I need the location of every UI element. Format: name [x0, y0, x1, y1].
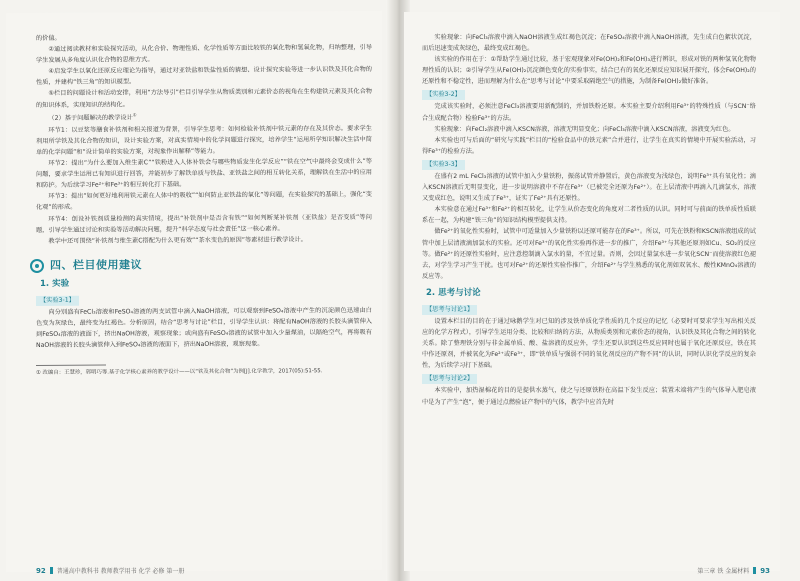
left-footer: [36, 566, 184, 575]
footnote-rule: [36, 365, 106, 366]
text-paragraph: 教学中还可围绕“补铁剂与维生素C搭配为什么更有效”“茶水变色的原因”等素材进行教学设计。: [48, 235, 307, 245]
text-paragraph: 环节1：以豆浆等膳食补铁剂和相关报道为背景，引导学生思考：如何检验补铁剂中铁元素的存在及其价态。要求学生利用所学铁及其化合物的知识，设计实验方案，对真实情境中的化学问题进行探究，培养学生“运用所学知识解决生活中简单的化学问题”和“设计简单的实验方案，对现象作出解释”等能力。: [36, 124, 372, 156]
text-paragraph: ②通过阅读教材和实验探究活动，从化合价、物理性质、化学性质等方面比较铁的氧化物和氢氧化物，归纳整理，引导学生发展从多角度认识化合物的思维方式。: [36, 44, 372, 65]
text-paragraph: 环节2：提出“为什么要加入维生素C”“铁粉进入人体补铁会与哪些物质发生化学反应”“铁在空气中最终会变成什么”等问题，要求学生运用已有知识进行回答，并能初步了解铁单质与铁盐、亚铁盐之间的相互转化关系，理解铁在生活中的应用和防护。为后续学习Fe²⁺和Fe³⁺的相互转化打下基础。: [36, 157, 372, 190]
text-paragraph: 本实验中，加热湿棉花的目的是提供水蒸气，使之与还原铁粉在高温下发生反应；装置末端将产生的气体导入肥皂液中是为了产生“泡”，便于通过点燃验证产物中的气体，教学中应首先时: [422, 387, 756, 406]
text-paragraph: 实验现象：向FeCl₃溶液中滴入NaOH溶液生成红褐色沉淀；在FeSO₄溶液中滴入NaOH溶液，先生成白色絮状沉淀，而后迅速变成灰绿色，最终变成红褐色。: [422, 34, 756, 53]
footer-bar-icon: [753, 567, 756, 574]
text-paragraph: 设置本栏目的目的在于通过咏鹅学生对已知的涉及铁单质化学性质的几个反应的记忆（必要时可要求学生写出相关反应的化学方程式），引导学生运用分类、比较和归纳的方法，从物质类别和元素价态的视角，认识铁及其化合物之间的转化关系。除了整理铁分别与非金属单质、酸、盐溶液的反应外，学生还要认识到这些反应同时也属于氧化还原反应，铁在其中作还原剂，并被氧化为Fe²⁺或Fe³⁺，即“铁单质与强弱不同的氧化剂反应的产物不同”的认识，同时认识化学反应的复杂性，为后续学习打下基础。: [422, 317, 756, 370]
experiment-tag: 【实验3-1】: [36, 296, 79, 306]
text-paragraph: 实验现象：向FeCl₂溶液中滴入KSCN溶液，溶液无明显变化；向FeCl₃溶液中滴入KSCN溶液，溶液变为红色。: [434, 125, 735, 133]
right-footer: [697, 566, 770, 575]
text-paragraph: ④启发学生以氧化还原反应理论为指导，通过对亚铁盐和铁盐性质的猜想、设计探究实验等进一步认识铁及其化合物的性质，并建构“铁三角”的知识模型。: [36, 66, 372, 87]
footnote: ① 改编自：王慧珍，郭明巧等.基于化学核心素养的教学设计——以“铁及其化合物”为例[J].化学教学，2017(05):51-55.: [36, 368, 323, 377]
text-paragraph: 做Fe²⁺的氧化性实验时，试管中可适量加入少量铁粉以还原可能存在的Fe³⁺。所以，可先在铁粉和KSCN溶液组成的试管中加上层清液滴加氯水的实验。还可对Fe³⁺的氧化性实验再作进一步的推广，介绍Fe³⁺与其他还原剂如Cu、SO₂的反应等。做Fe²⁺的还原性实验时，应注意控制滴入氯水的量，不宜过量。否则，会因过量氯水进一步氧化SCN⁻而使溶液红色褪去，对学生学习产生干扰。也可对Fe²⁺的还原性实验作推广，介绍Fe²⁺与学生熟悉的氧化剂如双氧水、酸性KMnO₄溶液的反应等。: [422, 228, 756, 280]
section-bullet-icon: [30, 259, 44, 273]
text-paragraph: ⑤栏目的问题设计和活动安排，利用“方法导引”栏目引导学生从物质类别和元素价态的视角在生构建铁元素及其化合物的知识体系，实现知识的结构化。: [36, 88, 372, 109]
text-paragraph: 本实验也可与后面的“研究与实践”栏目的“检验食品中的铁元素”合并进行，让学生在真实的情境中开展实验活动，习得Fe³⁺的检验方法。: [422, 136, 756, 155]
experiment-tag: 【实验3-2】: [422, 90, 465, 100]
text-line: 的价值。: [36, 34, 61, 42]
text-paragraph: 环节4：创设补铁剂质量检测的真实情境，提出“补铁剂中是否含有铁”“如何判断某补铁剂（亚铁盐）是否变质”等问题，引导学生通过讨论和实验等活动解决问题，提升“科学态度与社会责任”这一核心素养。: [36, 213, 372, 234]
discussion-tag: 【思考与讨论2】: [422, 374, 477, 384]
footer-text: 第三章 铁 金属材料: [697, 568, 750, 575]
design-subheading: [36, 111, 372, 124]
section-title: 四、栏目使用建议: [50, 258, 142, 273]
subheading-text: （2）基于问题解决的教学设计: [48, 114, 133, 122]
text-paragraph: 完成该实验时，必须注意FeCl₃溶液要用新配制的，并加铁粉还原。本实验主要介绍利用Fe³⁺的特殊性质（与SCN⁻络合生成配合物）检验Fe³⁺的方法。: [422, 103, 756, 122]
footnote-marker: ①: [132, 111, 137, 117]
text-paragraph: 向分别盛有FeCl₃溶液和FeSO₄溶液的两支试管中滴入NaOH溶液，可以观察到FeSO₄溶液中产生的沉淀颜色迅速由白色变为灰绿色，最终变为红褐色。分析原因，结合“思考与讨论”栏目，引导学生认识：将配有NaOH溶液的长胶头滴管伸入到FeSO₄溶液的液面下，挤出NaOH溶液，观察现象；或向盛有FeSO₄溶液的试管中加入少量煤油，以隔绝空气，再将吸有NaOH溶液的长胶头滴管伸入到FeSO₄溶液的液面下，挤出NaOH溶液，观察现象。: [36, 306, 372, 350]
text-paragraph: 该实验的作用在于：①帮助学生通过比较，基于宏观现象对Fe(OH)₂和Fe(OH)₃进行辨识，形成对铁的两种氢氧化物物理性质的认识；②引导学生从Fe(OH)₂沉淀颜色变化的实验事实，结合已有的氧化还原反应知识展开探究，体会Fe(OH)₂的还原性和不稳定性，进而理解为什么在“思考与讨论”中要采取隔绝空气的措施，为制备Fe(OH)₂做好准备。: [422, 56, 756, 86]
footer-text: 普通高中教科书 教师教学用书 化学 必修 第一册: [56, 568, 185, 575]
page-number: 92: [36, 566, 46, 575]
text-paragraph: 本实验意在通过Fe³⁺和Fe²⁺的相互转化，让学生从价态变化的角度对二者性质的认识。同时可与前面的铁单质性质联系在一起，为构建“铁三角”的知识结构模型提供支持。: [422, 206, 756, 225]
discussion-tag: 【思考与讨论1】: [422, 305, 477, 315]
experiment-tag: 【实验3-3】: [422, 160, 465, 170]
subsection-title: 1. 实验: [40, 278, 70, 289]
right-page: [404, 12, 780, 571]
page-number: 93: [760, 566, 770, 575]
footer-bar-icon: [50, 567, 53, 574]
text-paragraph: 在盛有2 mL FeCl₃溶液的试管中加入少量铁粉，振荡试管并静置后，黄色溶液变为浅绿色，说明Fe³⁺具有氧化性；滴入KSCN溶液后无明显变化，进一步说明溶液中不存在Fe³⁺（已被完全还原为Fe²⁺）。在上层清液中再滴入几滴氯水，溶液又变成红色，说明又生成了Fe³⁺，证实了Fe²⁺具有还原性。: [422, 172, 756, 203]
subsection-title: 2. 思考与讨论: [426, 287, 481, 298]
section-heading: [30, 257, 372, 273]
text-paragraph: 环节3：提出“如何更好地利用铁元素在人体中的吸收”“如何防止亚铁盐的氧化”等问题，在实验探究的基础上，强化“变化观”的形成。: [36, 191, 372, 212]
left-page: [6, 11, 382, 572]
